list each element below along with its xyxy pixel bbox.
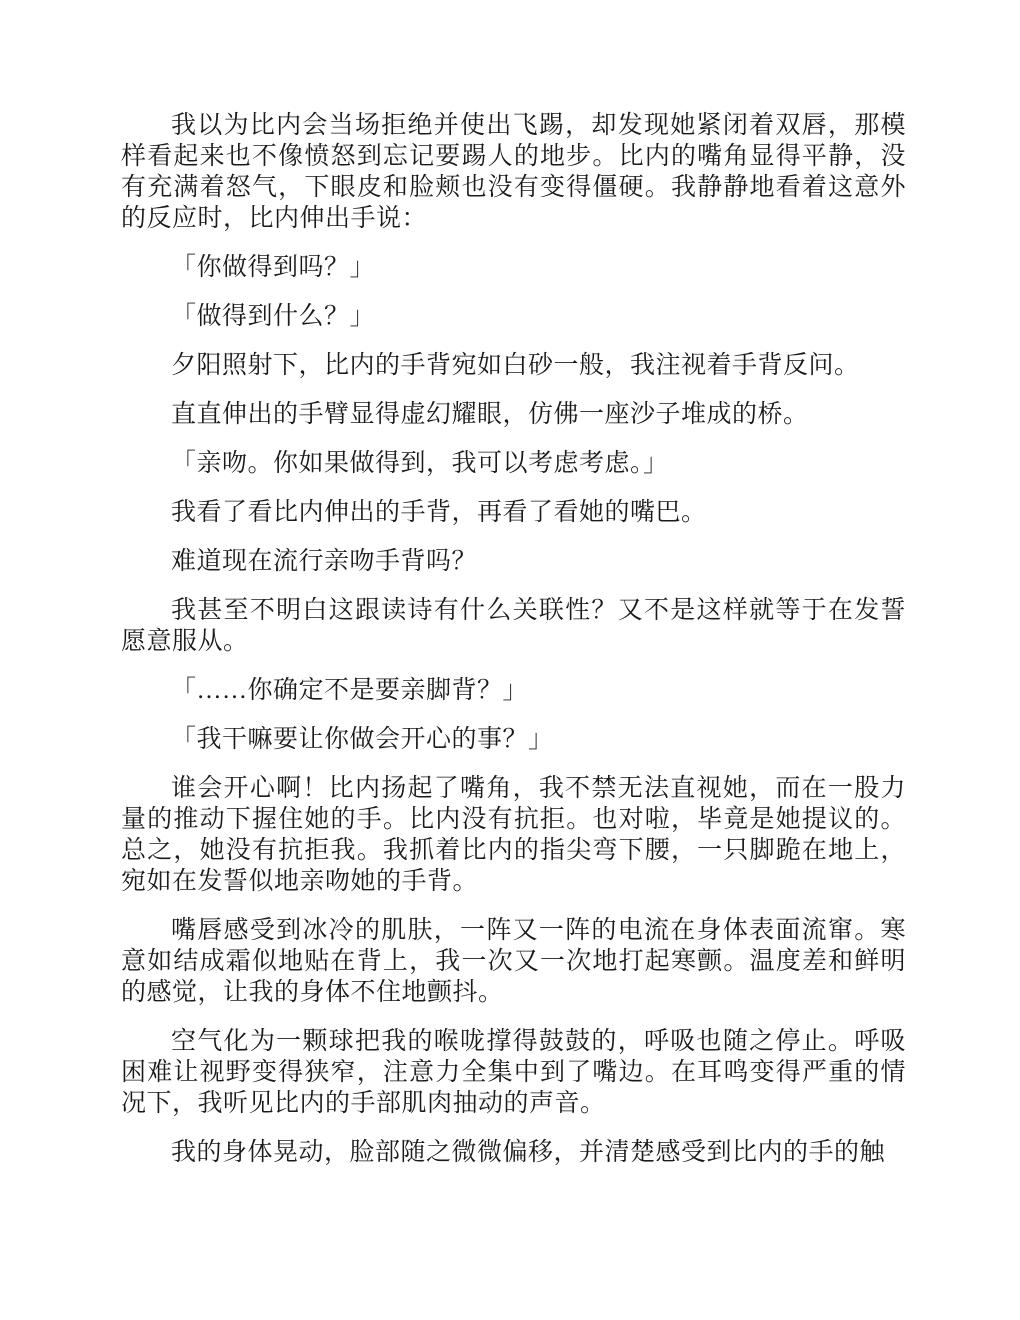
dialogue-paragraph: 「做得到什么？」 bbox=[171, 303, 376, 330]
narration-paragraph: 我的身体晃动，脸部随之微微偏移，并清楚感受到比内的手的触 bbox=[171, 1139, 886, 1166]
narration-paragraph: 谁会开心啊！比内扬起了嘴角，我不禁无法直视她，而在一股力量的推动下握住她的手。比内没有抗拒。也对啦，毕竟是她提议的。总之，她没有抗拒我。我抓着比内的指尖弯下腰，一只脚跪在地上，宛如在发誓似地亲吻她的手背。 bbox=[121, 775, 906, 895]
narration-paragraph: 直直伸出的手臂显得虚幻耀眼，仿佛一座沙子堆成的桥。 bbox=[171, 401, 809, 428]
narration-paragraph: 我甚至不明白这跟读诗有什么关联性？又不是这样就等于在发誓愿意服从。 bbox=[121, 597, 906, 655]
narration-paragraph: 难道现在流行亲吻手背吗？ bbox=[171, 548, 478, 575]
dialogue-paragraph: 「你做得到吗？」 bbox=[171, 254, 376, 281]
narration-paragraph: 我以为比内会当场拒绝并使出飞踢，却发现她紧闭着双唇，那模样看起来也不像愤怒到忘记要踢人的地步。比内的嘴角显得平静，没有充满着怒气，下眼皮和脸颊也没有变得僵硬。我静静地看着这意外的反应时，比内伸出手说： bbox=[121, 112, 906, 232]
dialogue-paragraph: 「亲吻。你如果做得到，我可以考虑考虑。」 bbox=[171, 450, 669, 477]
narration-paragraph: 空气化为一颗球把我的喉咙撑得鼓鼓的，呼吸也随之停止。呼吸困难让视野变得狭窄，注意力全集中到了嘴边。在耳鸣变得严重的情况下，我听见比内的手部肌肉抽动的声音。 bbox=[121, 1028, 906, 1117]
narration-paragraph: 夕阳照射下，比内的手背宛如白砂一般，我注视着手背反问。 bbox=[171, 352, 860, 379]
narration-paragraph: 我看了看比内伸出的手背，再看了看她的嘴巴。 bbox=[171, 499, 707, 526]
dialogue-paragraph: 「我干嘛要让你做会开心的事？」 bbox=[171, 726, 554, 753]
dialogue-paragraph: 「……你确定不是要亲脚背？」 bbox=[171, 677, 529, 704]
narration-paragraph: 嘴唇感受到冰冷的肌肤，一阵又一阵的电流在身体表面流窜。寒意如结成霜似地贴在背上，我一次又一次地打起寒颤。温度差和鲜明的感觉，让我的身体不住地颤抖。 bbox=[121, 917, 906, 1006]
